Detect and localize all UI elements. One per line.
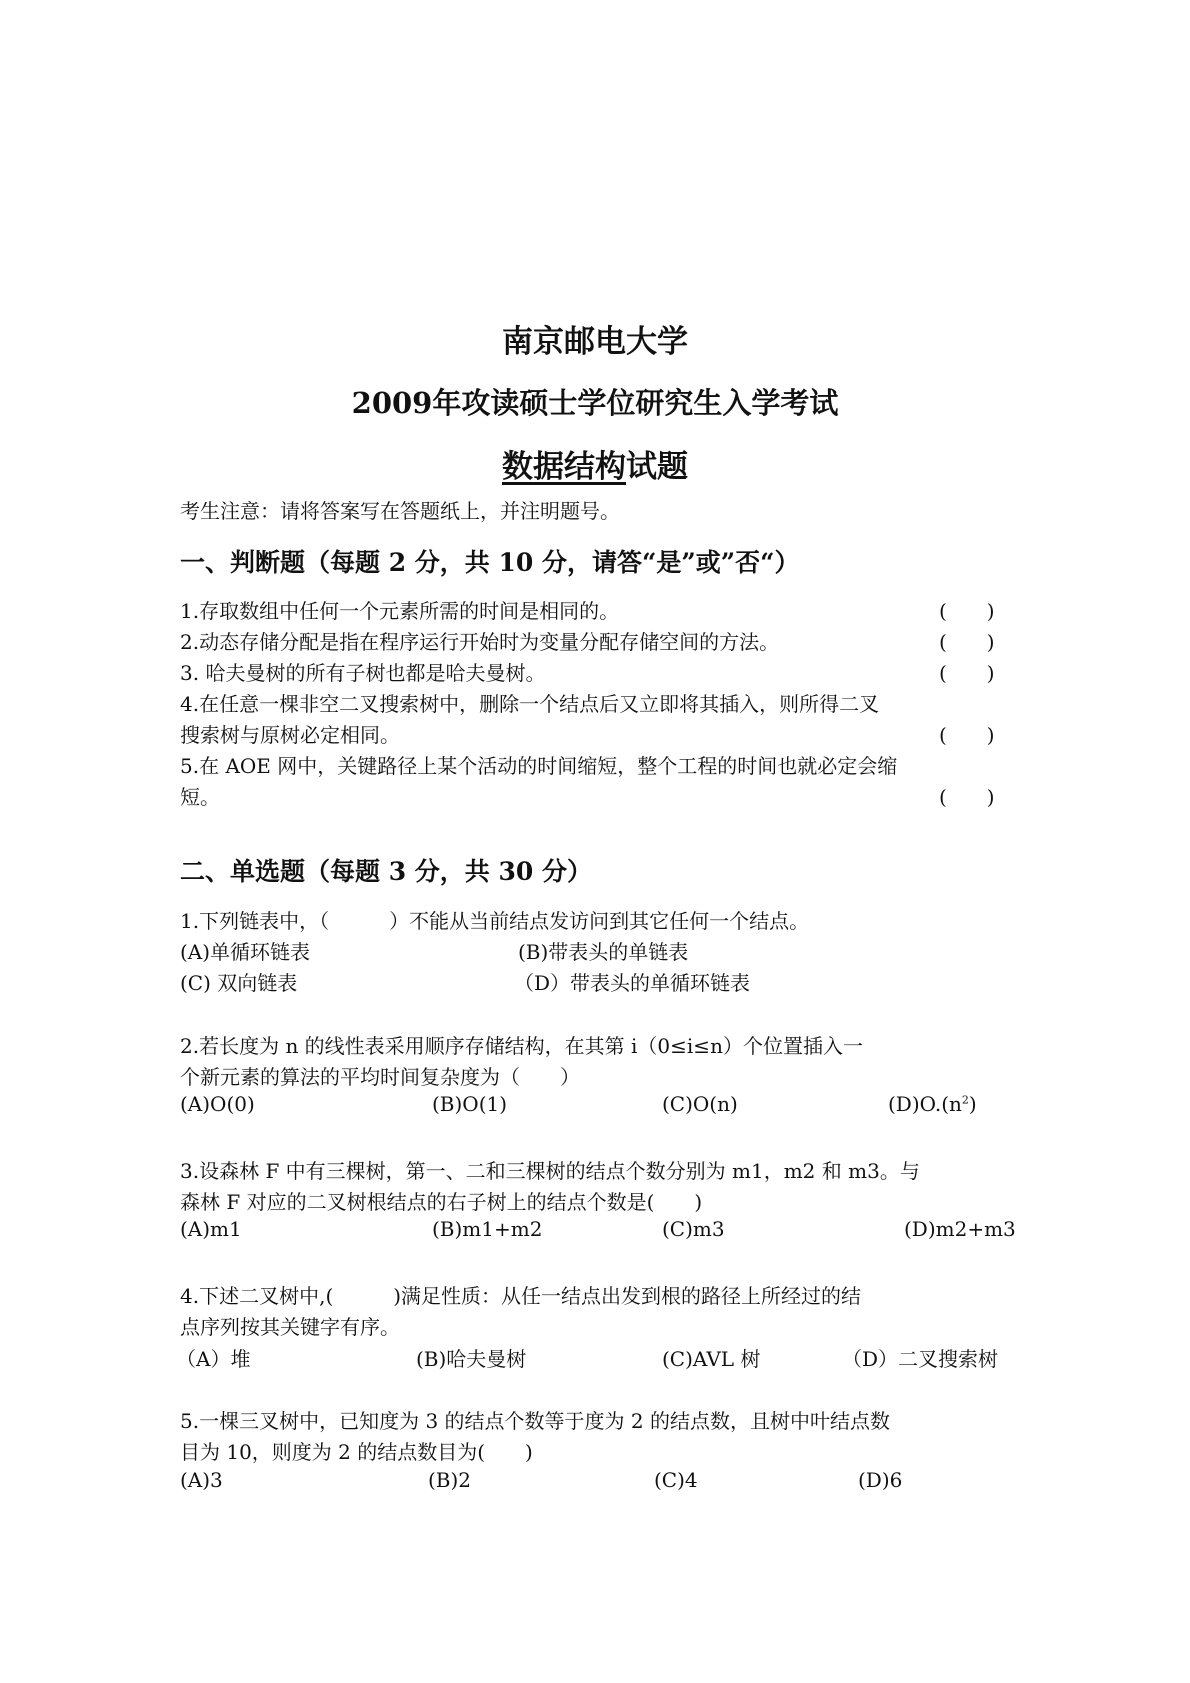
university-title: 南京邮电大学: [502, 324, 688, 360]
choice-q4-option-b: (B)哈夫曼树: [416, 1347, 527, 1371]
answer-paren: ( ): [939, 599, 995, 623]
choice-q5-stem-line2: 目为 10，则度为 2 的结点数目为( ): [180, 1440, 533, 1464]
choice-q2-stem-line2: 个新元素的算法的平均时间复杂度为（ ）: [180, 1065, 580, 1089]
section1-title: 一、判断题（每题 2 分，共 10 分，请答“是”或”否“）: [180, 548, 800, 577]
choice-q2-option-c: (C)O(n): [662, 1092, 738, 1116]
answer-paren: ( ): [939, 785, 995, 809]
judge-q4-line1: 4.在任意一棵非空二叉搜索树中，删除一个结点后又立即将其插入，则所得二叉: [180, 692, 880, 716]
exponent: 2: [961, 1093, 969, 1107]
choice-q3-option-a: (A)m1: [180, 1217, 242, 1241]
choice-q1-option-c: (C) 双向链表: [180, 971, 298, 995]
choice-q3-option-c: (C)m3: [662, 1217, 725, 1241]
judge-q5-line2: 短。: [180, 785, 220, 809]
judge-q5-line1: 5.在 AOE 网中，关键路径上某个活动的时间缩短，整个工程的时间也就必定会缩: [180, 754, 898, 778]
choice-q2-option-b: (B)O(1): [432, 1092, 508, 1116]
choice-q4-stem-line2: 点序列按其关键字有序。: [180, 1315, 400, 1339]
choice-q1-option-d: （D）带表头的单循环链表: [514, 971, 751, 995]
choice-q5-option-c: (C)4: [654, 1468, 698, 1492]
subject-suffix: 试题: [626, 449, 688, 485]
subject-name: 数据结构: [502, 449, 626, 485]
choice-q4-option-a: （A）堆: [176, 1347, 251, 1371]
judge-q4-line2: 搜索树与原树必定相同。: [180, 723, 400, 747]
judge-q1: 1.存取数组中任何一个元素所需的时间是相同的。: [180, 599, 620, 623]
choice-q3-option-d: (D)m2+m3: [904, 1217, 1016, 1241]
answer-paren: ( ): [939, 661, 995, 685]
choice-q2-option-a: (A)O(0): [180, 1092, 255, 1116]
judge-q2: 2.动态存储分配是指在程序运行开始时为变量分配存储空间的方法。: [180, 630, 780, 654]
choice-q4-option-d: （D）二叉搜索树: [842, 1347, 999, 1371]
exam-notice: 考生注意：请将答案写在答题纸上，并注明题号。: [180, 499, 620, 523]
section2-title: 二、单选题（每题 3 分，共 30 分）: [180, 857, 593, 886]
choice-q5-stem-line1: 5.一棵三叉树中，已知度为 3 的结点个数等于度为 2 的结点数，且树中叶结点数: [180, 1409, 890, 1433]
choice-q2-stem-line1: 2.若长度为 n 的线性表采用顺序存储结构，在其第 i（0≤i≤n）个位置插入一: [180, 1034, 863, 1058]
choice-q5-option-d: (D)6: [858, 1468, 903, 1492]
choice-q3-option-b: (B)m1+m2: [432, 1217, 543, 1241]
judge-q3: 3. 哈夫曼树的所有子树也都是哈夫曼树。: [180, 661, 546, 685]
option-d-text: (D)O.(n: [888, 1092, 962, 1116]
choice-q2-option-d: [888, 1092, 977, 1116]
choice-q4-stem-line1: 4.下述二叉树中,( )满足性质：从任一结点出发到根的路径上所经过的结: [180, 1284, 862, 1308]
subject-title: [0, 441, 1190, 486]
choice-q1-option-a: (A)单循环链表: [180, 940, 311, 964]
choice-q5-option-a: (A)3: [180, 1468, 223, 1492]
option-d-close: ): [968, 1092, 977, 1116]
choice-q4-option-c: (C)AVL 树: [662, 1347, 761, 1371]
answer-paren: ( ): [939, 630, 995, 654]
exam-title: 2009年攻读硕士学位研究生入学考试: [351, 386, 839, 420]
choice-q1-option-b: (B)带表头的单链表: [518, 940, 689, 964]
choice-q1-stem: 1.下列链表中，（ ）不能从当前结点发访问到其它任何一个结点。: [180, 909, 810, 933]
choice-q5-option-b: (B)2: [428, 1468, 472, 1492]
choice-q3-stem-line2: 森林 F 对应的二叉树根结点的右子树上的结点个数是( ): [180, 1190, 703, 1214]
choice-q3-stem-line1: 3.设森林 F 中有三棵树，第一、二和三棵树的结点个数分别为 m1，m2 和 m3。与: [180, 1159, 920, 1183]
answer-paren: ( ): [939, 723, 995, 747]
